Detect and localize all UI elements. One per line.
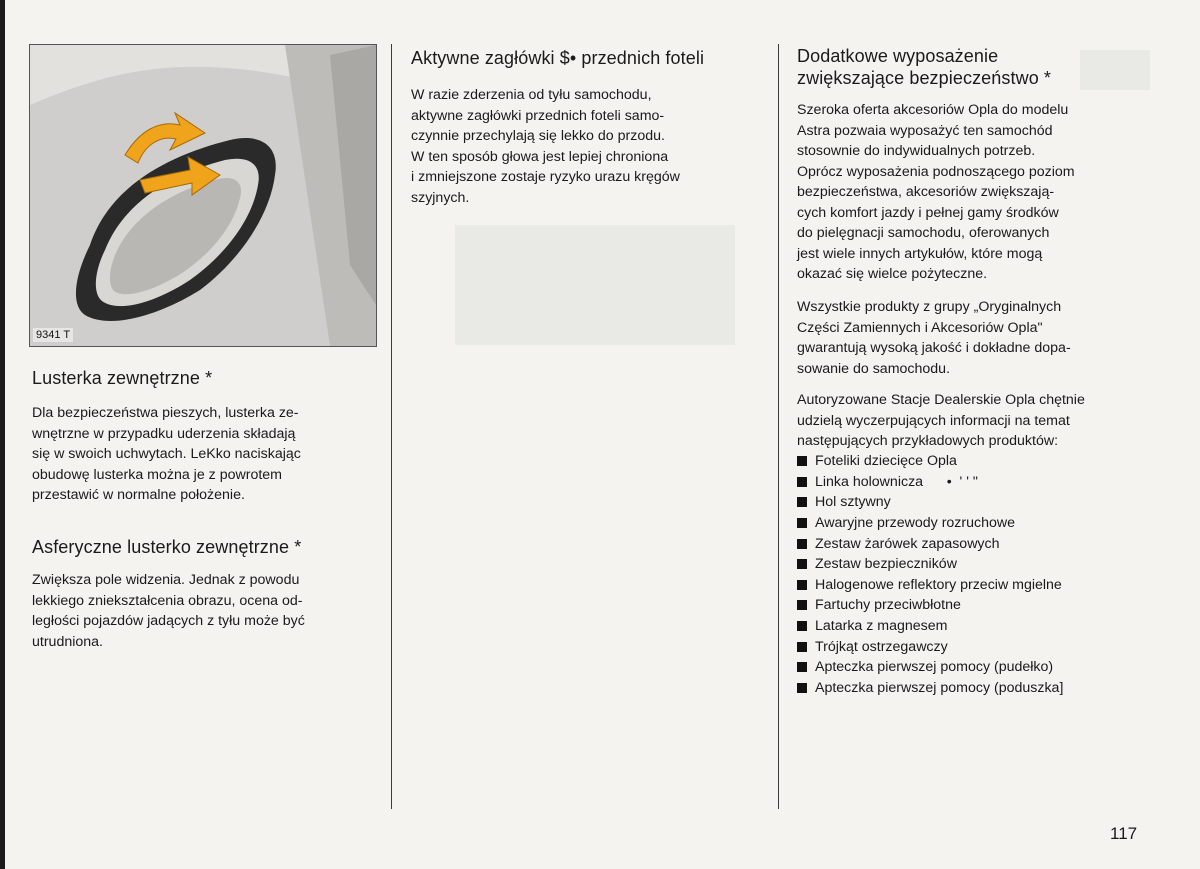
heading-line: Dodatkowe wyposażenie bbox=[797, 46, 999, 66]
text-line: obudowę lusterka można je z powrotem bbox=[32, 466, 282, 483]
text-line: Szeroka oferta akcesoriów Opla do modelu bbox=[797, 102, 1069, 118]
accessories-heading bbox=[797, 45, 1051, 89]
list-item bbox=[797, 533, 1063, 554]
page-edge-shadow bbox=[0, 0, 5, 869]
square-bullet-icon bbox=[797, 456, 807, 466]
dealers-text bbox=[797, 390, 1085, 452]
headrest-heading: Aktywne zagłówki $• przednich foteli bbox=[411, 48, 705, 68]
square-bullet-icon bbox=[797, 539, 807, 549]
list-item-label: Latarka z magnesem bbox=[815, 618, 948, 635]
text-line: udzielą wyczerpujących informacji na temat bbox=[797, 412, 1070, 429]
show-through-block bbox=[1080, 50, 1150, 90]
text-line: następujących przykładowych produktów: bbox=[797, 433, 1059, 449]
text-line: Autoryzowane Stacje Dealerskie Opla chętnie bbox=[797, 392, 1085, 408]
text-line: szyjnych. bbox=[411, 189, 470, 206]
text-line: bezpieczeństwa, akcesoriów zwiększają- bbox=[797, 184, 1055, 200]
text-line: sowanie do samochodu. bbox=[797, 360, 951, 377]
aspheric-text bbox=[32, 570, 305, 652]
text-line: stosownie do indywidualnych potrzeb. bbox=[797, 143, 1036, 159]
list-item-label: Foteliki dziecięce Opla bbox=[815, 453, 957, 470]
list-item-label: Trójkąt ostrzegawczy bbox=[815, 638, 948, 655]
square-bullet-icon bbox=[797, 600, 807, 610]
list-item bbox=[797, 678, 1063, 699]
list-item bbox=[797, 472, 1063, 493]
square-bullet-icon bbox=[797, 662, 807, 672]
list-item-label: Linka holownicza • ' ' " bbox=[815, 473, 978, 490]
square-bullet-icon bbox=[797, 559, 807, 569]
text-line: aktywne zagłówki przednich foteli samo- bbox=[411, 107, 665, 124]
list-item-label: Zestaw żarówek zapasowych bbox=[815, 535, 1000, 552]
text-line: się w swoich uchwytach. LeKko naciskając bbox=[32, 446, 301, 462]
text-line: ległości pojazdów jadących z tyłu może być bbox=[32, 613, 305, 629]
text-line: i zmniejszone zostaje ryzyko urazu kręgów bbox=[411, 169, 680, 185]
list-item bbox=[797, 513, 1063, 534]
text-line: do pielęgnacji samochodu, oferowanych bbox=[797, 225, 1050, 241]
accessories-intro bbox=[797, 100, 1075, 285]
list-item-label: Apteczka pierwszej pomocy (pudełko) bbox=[815, 659, 1054, 676]
text-line: gwarantują wysoką jakość i dokładne dopa- bbox=[797, 340, 1071, 356]
list-item-label: Apteczka pierwszej pomocy (poduszka] bbox=[815, 679, 1064, 696]
text-line: Astra pozwaia wyposażyć ten samochód bbox=[797, 122, 1053, 139]
square-bullet-icon bbox=[797, 683, 807, 693]
text-line: okazać się wielce pożyteczne. bbox=[797, 266, 988, 282]
list-item-label: Awaryjne przewody rozruchowe bbox=[815, 515, 1016, 532]
list-item-label: Fartuchy przeciwbłotne bbox=[815, 597, 961, 614]
square-bullet-icon bbox=[797, 580, 807, 590]
list-item bbox=[797, 451, 1063, 472]
list-item bbox=[797, 575, 1063, 596]
list-item bbox=[797, 492, 1063, 513]
mirror-heading: Lusterka zewnętrzne * bbox=[32, 368, 213, 388]
list-item bbox=[797, 554, 1063, 575]
text-line: jest wiele innych artykułów, które mogą bbox=[797, 245, 1043, 262]
mirror-illustration bbox=[29, 44, 377, 347]
square-bullet-icon bbox=[797, 477, 807, 487]
text-line: przestawić w normalne położenie. bbox=[32, 487, 245, 503]
text-line: utrudniona. bbox=[32, 633, 103, 650]
text-line: Dla bezpieczeństwa pieszych, lusterka ze- bbox=[32, 405, 299, 421]
list-item bbox=[797, 595, 1063, 616]
mirror-drawing bbox=[30, 45, 376, 346]
text-line: W razie zderzenia od tyłu samochodu, bbox=[411, 87, 652, 103]
column-divider-right bbox=[778, 44, 779, 809]
list-item-label: Zestaw bezpieczników bbox=[815, 556, 957, 573]
text-line: Oprócz wyposażenia podnoszącego poziom bbox=[797, 163, 1075, 180]
text-line: czynnie przechylają się lekko do przodu. bbox=[411, 128, 665, 144]
list-item-label: Hol sztywny bbox=[815, 494, 891, 511]
genuine-parts-text bbox=[797, 297, 1071, 379]
headrest-text bbox=[411, 85, 680, 208]
aspheric-heading: Asferyczne lusterko zewnętrzne * bbox=[32, 537, 302, 557]
show-through-block bbox=[455, 225, 735, 345]
list-item-label: Halogenowe reflektory przeciw mgielne bbox=[815, 576, 1062, 593]
square-bullet-icon bbox=[797, 497, 807, 507]
text-line: Zwiększa pole widzenia. Jednak z powodu bbox=[32, 572, 300, 588]
text-line: lekkiego zniekształcenia obrazu, ocena od- bbox=[32, 592, 303, 609]
product-list bbox=[797, 451, 1063, 698]
text-line: Wszystkie produkty z grupy „Oryginalnych bbox=[797, 299, 1062, 315]
page-number: 117 bbox=[1110, 824, 1138, 843]
square-bullet-icon bbox=[797, 642, 807, 652]
heading-line: zwiększające bezpieczeństwo * bbox=[797, 68, 1052, 88]
square-bullet-icon bbox=[797, 518, 807, 528]
square-bullet-icon bbox=[797, 621, 807, 631]
text-line: wnętrzne w przypadku uderzenia składają bbox=[32, 425, 296, 442]
list-item bbox=[797, 616, 1063, 637]
list-item bbox=[797, 636, 1063, 657]
list-item bbox=[797, 657, 1063, 678]
column-divider-left bbox=[391, 44, 392, 809]
text-line: W ten sposób głowa jest lepiej chroniona bbox=[411, 148, 669, 165]
text-line: cych komfort jazdy i pełnej gamy środków bbox=[797, 204, 1059, 221]
mirror-text bbox=[32, 403, 301, 506]
figure-label: 9341 T bbox=[33, 328, 73, 342]
text-line: Części Zamiennych i Akcesoriów Opla" bbox=[797, 319, 1043, 336]
